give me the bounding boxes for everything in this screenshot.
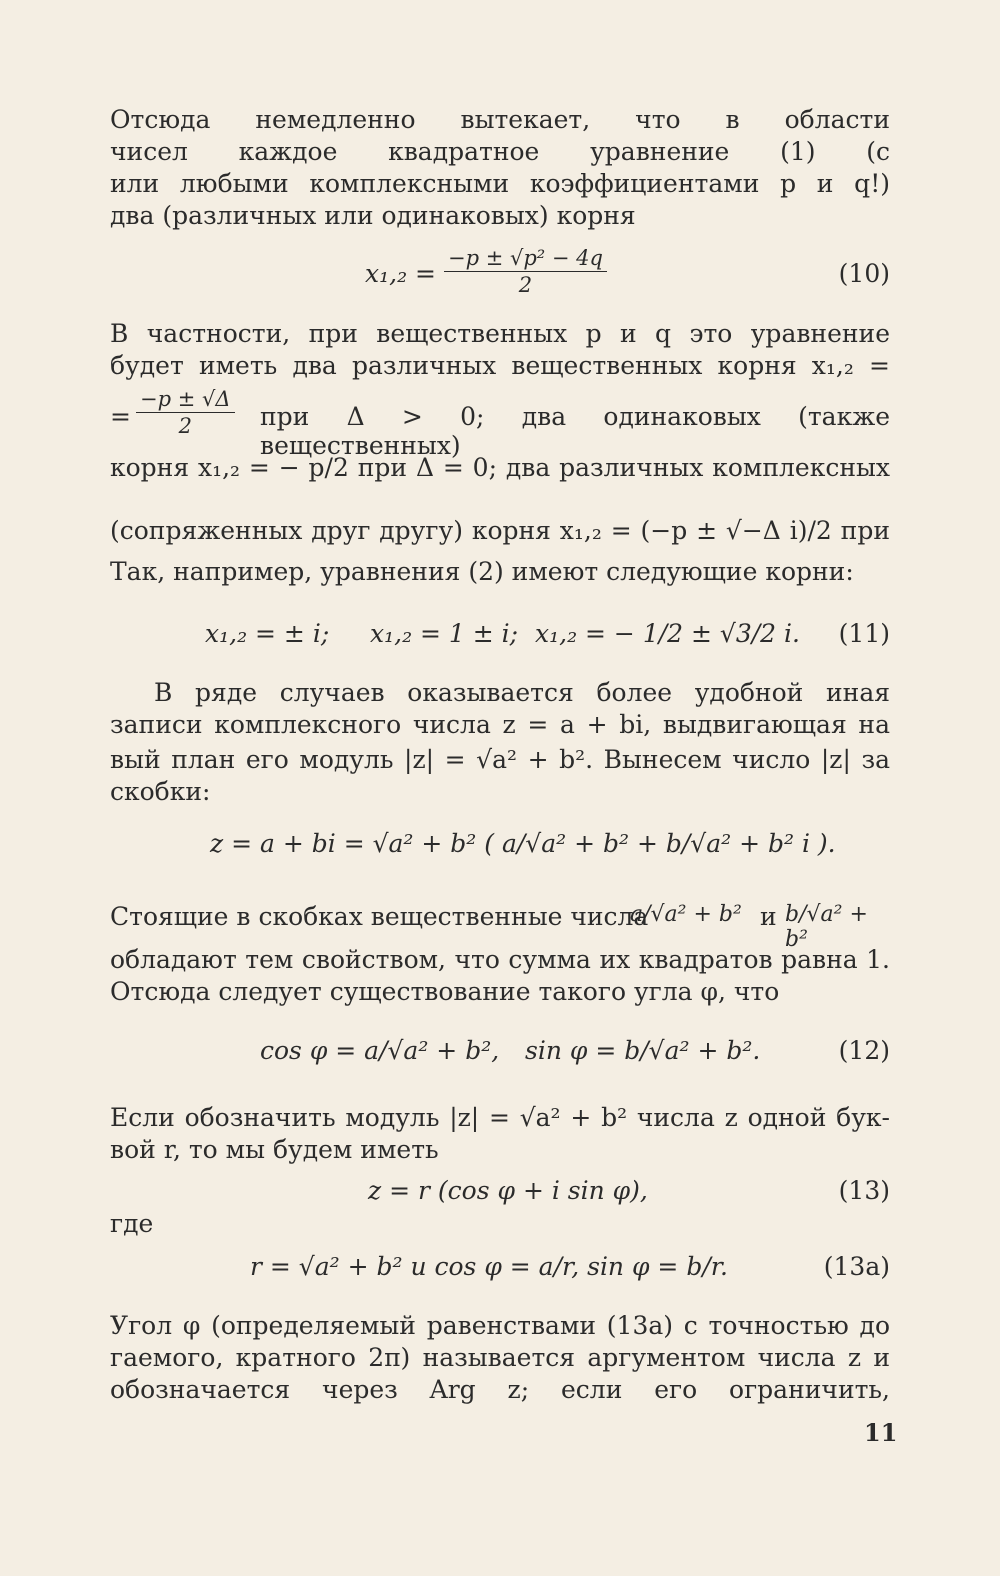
eq10-lhs: x₁,₂ = [365,259,436,288]
equation-11 [110,605,890,665]
equation-label: (13) [838,1176,890,1205]
text-line: обладают тем свойством, что сумма их квадратов равна 1. [110,945,890,974]
equation-12 [110,1020,890,1080]
text-line: вый план его модуль |z| = √a² + b². Вынесем число |z| за [110,745,890,774]
page-number: 11 [864,1418,898,1447]
text-line: при Δ > 0; два одинаковых (также вещественных) [260,402,890,460]
text-line: чисел каждое квадратное уравнение (1) (с [110,137,890,166]
equation-10 [110,245,890,305]
text-line: скобки: [110,777,211,806]
text-line: В частности, при вещественных p и q это уравнение [110,319,890,348]
eq11-c: x₁,₂ = − 1/2 ± √3/2 i. [535,619,800,648]
equation-z-modulus [110,815,890,875]
text-line: или любыми комплексными коэффициентами p и q!) [110,169,890,198]
equation-label: (12) [838,1036,890,1065]
text-line: где [110,1209,154,1238]
text-line-with-fraction: = $\frac{-p \pm √\Delta}{2}$ при Δ > 0; два одинаковых (также вещественных) [110,387,890,460]
text-line: будет иметь два различных вещественных корня x₁,₂ = [110,351,890,380]
text-line: Так, например, уравнения (2) имеют следующие корни: [110,557,854,586]
eq11-a: x₁,₂ = ± i; [205,619,330,648]
text-line: Отсюда следует существование такого угла φ, что [110,977,780,1006]
fraction-numerator: −p ± √Δ [136,386,235,413]
text-line: два (различных или одинаковых) корня [110,201,636,230]
text-line: корня x₁,₂ = − p/2 при Δ = 0; два различных комплексных [110,453,890,482]
text-line: Если обозначить модуль |z| = √a² + b² числа z одной бук- [110,1103,890,1132]
and-word: и [760,902,777,931]
eq12-cos: cos φ = a/√a² + b², [260,1036,500,1065]
eq10-numerator: −p ± √p² − 4q [444,245,607,272]
equation-13a [110,1240,890,1300]
fraction-a: a/√a² + b² [630,902,742,927]
text-line: гаемого, кратного 2π) называется аргументом числа z и [110,1343,890,1372]
text-line: вой r, то мы будем иметь [110,1135,439,1164]
delta-fraction [136,386,235,439]
eq11-b: x₁,₂ = 1 ± i; [370,619,519,648]
equation-label: (10) [838,259,890,288]
eq10-denominator: 2 [518,273,533,297]
eq12-sin: sin φ = b/√a² + b². [525,1036,761,1065]
text-line: записи комплексного числа z = a + bi, выдвигающая на [110,710,890,739]
eq10-fraction [444,245,607,298]
text-line: В ряде случаев оказывается более удобной иная [154,678,890,707]
text-line-with-fractions [110,890,890,952]
text-line: Отсюда немедленно вытекает, что в области [110,105,890,134]
equation-label: (13а) [823,1252,890,1281]
text-line: Стоящие в скобках вещественные числа [110,902,649,931]
text-line: обозначается через Arg z; если его ограничить, [110,1375,890,1404]
text-line: Угол φ (определяемый равенствами (13а) с точностью до [110,1311,890,1340]
fraction-denominator: 2 [178,414,192,438]
eq-z-text: z = a + bi = √a² + b² ( a/√a² + b² + b/√a² + b² i ). [210,829,836,858]
fraction-b: b/√a² + b² [785,902,868,952]
text-line: (сопряженных друг другу) корня x₁,₂ = (−p ± √−Δ i)/2 при [110,516,890,545]
eq13a-text: r = √a² + b² и cos φ = a/r, sin φ = b/r. [250,1252,728,1281]
eq13-text: z = r (cos φ + i sin φ), [368,1176,648,1205]
equation-label: (11) [838,619,890,648]
